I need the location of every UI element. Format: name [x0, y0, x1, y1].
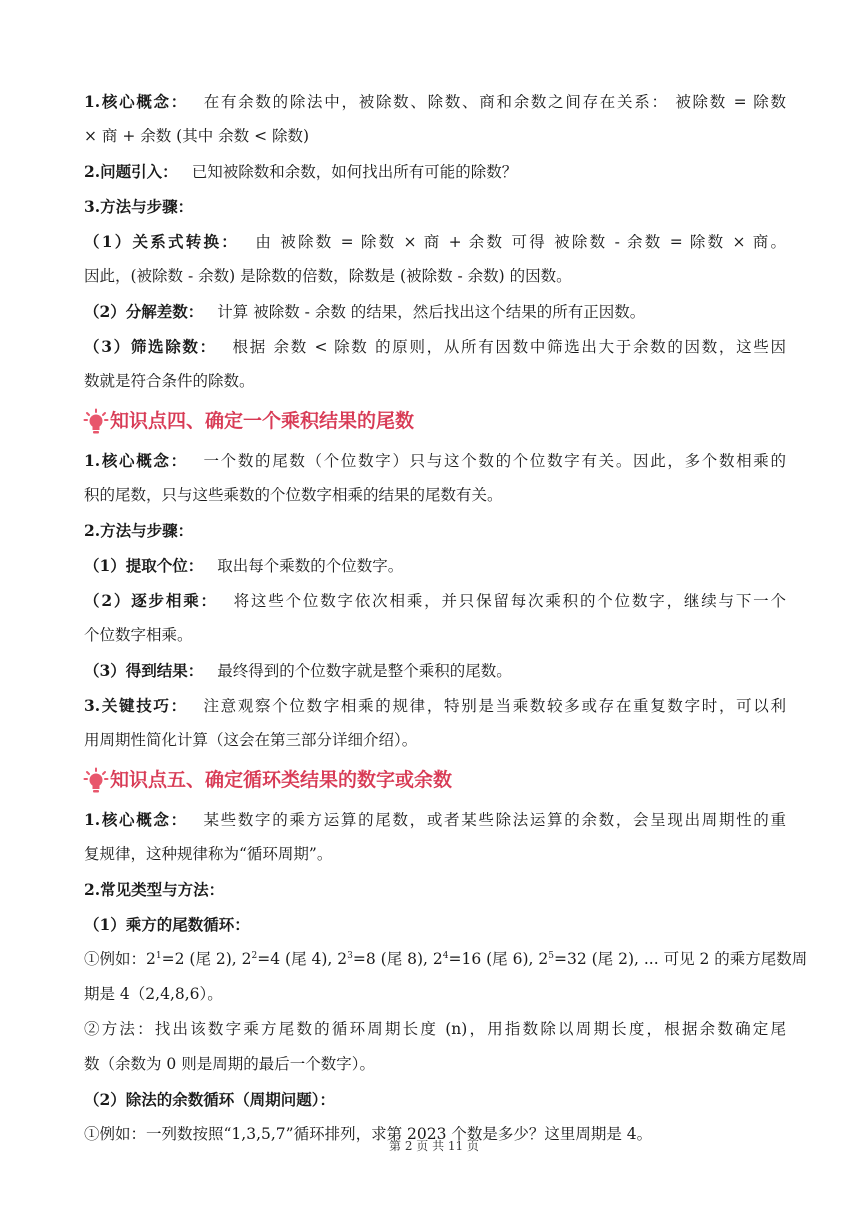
s3-p1-text-a: 在有余数的除法中，被除数、除数、商和余数之间存在关系： 被除数 = 除数 — [202, 93, 786, 111]
power-expression — [538, 950, 663, 968]
section4-title: 知识点四、确定一个乘积结果的尾数 — [110, 410, 415, 432]
s5-example1-prefix: ①例如： — [84, 950, 147, 968]
power-base: 2 — [146, 950, 156, 968]
power-base: 2 — [538, 950, 549, 968]
s3-step1-text-a: 由 被除数 = 除数 × 商 + 余数 可得 被除数 - 余数 = 除数 × 商。 — [253, 233, 786, 251]
s5-example2: ①例如：一列数按照“1,3,5,7”循环排列，求第 2023 个数是多少？这里周期是 4。 — [84, 1125, 653, 1143]
s5-type2-label: （2）除法的余数循环（周期问题）： — [84, 1090, 336, 1109]
s4-step2-label: （2）逐步相乘： — [84, 591, 218, 610]
s4-step2-text-a: 将这些个位数字依次相乘，并只保留每次乘积的个位数字，继续与下一个 — [231, 592, 786, 610]
s4-step3-label: （3）得到结果： — [84, 661, 204, 680]
s3-step1-line2: 因此，(被除数 - 余数) 是除数的倍数，除数是 (被除数 - 余数) 的因数。 — [84, 267, 572, 285]
power-base: 2 — [432, 950, 443, 968]
section4-heading — [84, 400, 786, 442]
s3-p1-text-b: × 商 + 余数 (其中 余数 < 除数) — [84, 127, 310, 145]
s3-step2 — [84, 294, 786, 329]
s4-p3-label: 3.关键技巧： — [84, 696, 188, 715]
section5-heading — [84, 759, 786, 801]
power-exponent: 5 — [548, 951, 554, 961]
s5-p2-label: 2.常见类型与方法： — [84, 880, 225, 899]
s4-p3-text-a: 注意观察个位数字相乘的规律，特别是当乘数较多或存在重复数字时，可以利 — [201, 697, 786, 715]
s4-step1-text: 取出每个乘数的个位数字。 — [217, 557, 404, 575]
s5-p1-label: 1.核心概念： — [84, 810, 188, 829]
s4-step2-line1 — [84, 583, 786, 618]
s5-method-line1: ②方法：找出该数字乘方尾数的循环周期长度 (n)，用指数除以周期长度，根据余数确定尾 — [84, 1020, 786, 1038]
s4-step3 — [84, 653, 786, 688]
s3-step2-text: 计算 被除数 - 余数 的结果，然后找出这个结果的所有正因数。 — [217, 303, 646, 321]
s3-step3-line1 — [84, 329, 786, 364]
power-expression — [242, 950, 338, 968]
s4-p2-label: 2.方法与步骤： — [84, 521, 194, 540]
lightbulb-icon — [84, 409, 108, 435]
power-result: =8 (尾 8), — [352, 950, 433, 968]
power-expression — [337, 950, 433, 968]
section5-title: 知识点五、确定循环类结果的数字或余数 — [110, 769, 453, 791]
lightbulb-icon — [84, 768, 108, 794]
s5-p1-line1 — [84, 802, 786, 837]
s5-p1-line2: 复规律，这种规律称为“循环周期”。 — [84, 845, 333, 863]
page-footer: 第 2 页 共 11 页 — [389, 1139, 479, 1153]
power-base: 2 — [241, 950, 252, 968]
power-exponent: 1 — [155, 951, 162, 961]
power-result: =4 (尾 4), — [257, 950, 338, 968]
s5-example1-line2: 期是 4（2,4,8,6）。 — [84, 985, 223, 1003]
s3-p2-text: 已知被除数和余数，如何找出所有可能的除数？ — [191, 163, 518, 181]
s3-p1-line2 — [84, 119, 786, 154]
s3-step3-text-a: 根据 余数 < 除数 的原则，从所有因数中筛选出大于余数的因数，这些因 — [230, 338, 786, 356]
s4-p1-text-a: 一个数的尾数（个位数字）只与这个数的个位数字有关。因此，多个数相乘的 — [201, 452, 786, 470]
power-expression — [146, 950, 242, 968]
s4-p1-line1 — [84, 443, 786, 478]
power-result: =32 (尾 2), ... — [553, 950, 664, 968]
document-page — [84, 84, 808, 1152]
s5-example1-line1 — [84, 942, 808, 977]
s5-type1-label: （1）乘方的尾数循环： — [84, 915, 250, 934]
s4-p1-label: 1.核心概念： — [84, 451, 188, 470]
s3-step1-line1 — [84, 224, 786, 259]
s4-p3-line2: 用周期性简化计算（这会在第三部分详细介绍）。 — [84, 731, 418, 749]
s3-step2-label: （2）分解差数： — [84, 302, 204, 321]
s4-p1-line2: 积的尾数，只与这些乘数的个位数字相乘的结果的尾数有关。 — [84, 486, 503, 504]
s5-example1-powers — [146, 950, 664, 968]
s3-p2 — [84, 154, 786, 189]
power-result: =16 (尾 6), — [448, 950, 539, 968]
s4-step1 — [84, 548, 786, 583]
s3-step3-line2: 数就是符合条件的除数。 — [84, 372, 255, 390]
power-result: =2 (尾 2), — [161, 950, 242, 968]
s5-method-line2: 数（余数为 0 则是周期的最后一个数字）。 — [84, 1055, 375, 1073]
power-base: 2 — [337, 950, 348, 968]
s4-step2-line2: 个位数字相乘。 — [84, 626, 193, 644]
power-exponent: 2 — [251, 951, 258, 961]
power-expression — [433, 950, 538, 968]
s3-p2-label: 2.问题引入： — [84, 162, 178, 181]
s3-step1-label: （1）关系式转换： — [84, 232, 240, 251]
s4-p3-line1 — [84, 688, 786, 723]
s3-p3-label: 3.方法与步骤： — [84, 197, 194, 216]
power-exponent: 3 — [347, 951, 353, 961]
s5-p1-text-a: 某些数字的乘方运算的尾数，或者某些除法运算的余数，会呈现出周期性的重 — [201, 811, 786, 829]
s3-step3-label: （3）筛选除数： — [84, 337, 217, 356]
power-exponent: 4 — [442, 951, 449, 961]
s3-p1-line1 — [84, 84, 786, 119]
s5-example1-suffix: 可见 2 的乘方尾数周 — [663, 950, 808, 968]
s3-p1-label: 1.核心概念： — [84, 92, 189, 111]
s4-step3-text: 最终得到的个位数字就是整个乘积的尾数。 — [217, 662, 512, 680]
s4-step1-label: （1）提取个位： — [84, 556, 204, 575]
